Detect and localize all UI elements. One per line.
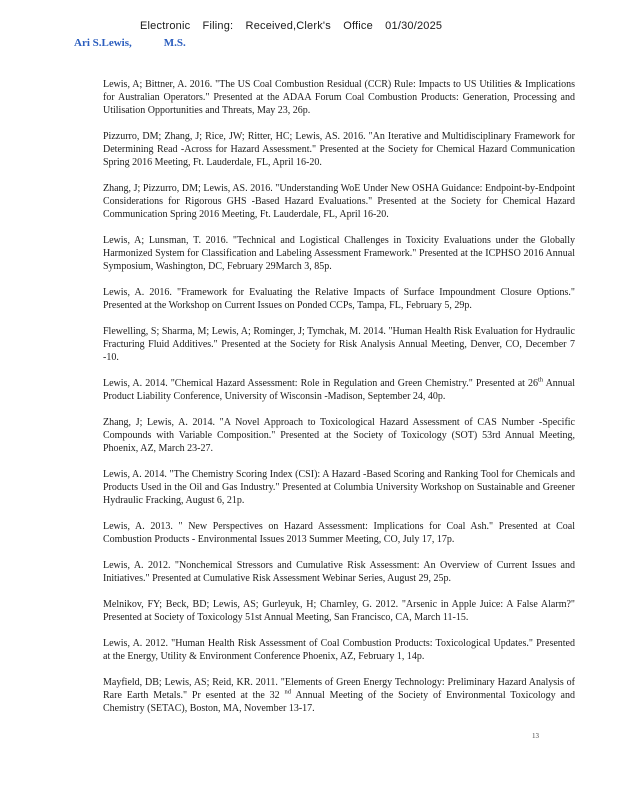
ordinal-superscript: th	[538, 376, 544, 384]
publication-entry	[103, 559, 575, 585]
publication-entry	[103, 130, 575, 169]
publication-text: Lewis, A; Lunsman, T. 2016. "Technical and Logistical Challenges in Toxicity Evaluations under the Globally Harmonized System for Classification and Labeling Assessment Framework." Presented at the ICPHSO 2016 Annual Symposium, Washington, DC, February 29March 3, 85p.	[103, 235, 575, 272]
filing-stamp: Electronic Filing: Received,Clerk's Office 01/30/2025	[140, 20, 443, 32]
publication-text: Zhang, J; Pizzurro, DM; Lewis, AS. 2016. "Understanding WoE Under New OSHA Guidance: Endpoint-by-Endpoint Considerations for Rigorous GHS -Based Hazard Evaluations." Presented at the Society for Chemical Hazard Communication Spring 2016 Meeting, Ft. Lauderdale, FL, April 16-20.	[103, 183, 575, 220]
publication-entry	[103, 182, 575, 221]
publication-text: Lewis, A. 2012. "Nonchemical Stressors and Cumulative Risk Assessment: An Overview of Current Issues and Initiatives." Presented at Cumulative Risk Assessment Webinar Series, August 29, 25p.	[103, 560, 575, 584]
publication-text: Lewis, A. 2016. "Framework for Evaluating the Relative Impacts of Surface Impoundment Closure Options." Presented at the Workshop on Current Issues on Ponded CCPs, Tampa, FL, February 5, 29p.	[103, 287, 575, 311]
author-credentials: M.S.	[163, 37, 186, 49]
publication-entry	[103, 468, 575, 507]
publications-list	[103, 78, 575, 728]
publication-entry	[103, 676, 575, 715]
publication-entry	[103, 234, 575, 273]
publication-text: Lewis, A. 2012. "Human Health Risk Assessment of Coal Combustion Products: Toxicological Updates." Presented at the Energy, Utility & Environment Conference Phoenix, AZ, February 1, 14p.	[103, 638, 575, 662]
publication-text: Annual Meeting of the Society of Environmental Toxicology and Chemistry (SETAC), Boston, MA, November 13-17.	[103, 690, 575, 714]
publication-entry	[103, 286, 575, 312]
page-number: 13	[532, 732, 539, 740]
author-line	[74, 37, 186, 49]
publication-text: Lewis, A. 2014. "The Chemistry Scoring Index (CSI): A Hazard -Based Scoring and Ranking Tool for Chemicals and Products Used in the Oil and Gas Industry." Presented at Columbia University Workshop on Sustainable and Greener Hydraulic Fracking, August 6, 21p.	[103, 469, 575, 506]
publication-text: Annual Product Liability Conference, University of Wisconsin -Madison, September 24, 40p.	[103, 378, 576, 402]
publication-entry	[103, 78, 575, 117]
publication-entry	[103, 377, 575, 403]
publication-text: Mayfield, DB; Lewis, AS; Reid, KR. 2011. "Elements of Green Energy Technology: Preliminary Hazard Analysis of Rare Earth Metals." Pr esented at the 32	[103, 677, 575, 701]
publication-text: Lewis, A. 2014. "Chemical Hazard Assessment: Role in Regulation and Green Chemistry." Presented at 26	[103, 378, 539, 389]
publication-entry	[103, 598, 575, 624]
ordinal-superscript: nd	[284, 688, 292, 696]
publication-entry	[103, 520, 575, 546]
publication-entry	[103, 637, 575, 663]
publication-text: Lewis, A; Bittner, A. 2016. "The US Coal Combustion Residual (CCR) Rule: Impacts to US Utilities & Implications for Australian Operators." Presented at the ADAA Forum Coal Combustion Products: Generation, Processing and Utilisation Opportunities and Threats, May 23, 26p.	[103, 79, 575, 116]
publication-text: Flewelling, S; Sharma, M; Lewis, A; Rominger, J; Tymchak, M. 2014. "Human Health Risk Evaluation for Hydraulic Fracturing Fluid Additives." Presented at the Society for Risk Analysis Annual Meeting, Denver, CO, December 7 -10.	[103, 326, 575, 363]
publication-text: Zhang, J; Lewis, A. 2014. "A Novel Approach to Toxicological Hazard Assessment of CAS Number -Specific Compounds with Variable Composition." Presented at the Society of Toxicology (SOT) 53rd Annual Meeting, Phoenix, AZ, March 23-27.	[103, 417, 575, 454]
publication-text: Lewis, A. 2013. " New Perspectives on Hazard Assessment: Implications for Coal Ash." Presented at Coal Combustion Products - Environmental Issues 2013 Summer Meeting, CO, July 17, 17p.	[103, 521, 575, 545]
publication-text: Melnikov, FY; Beck, BD; Lewis, AS; Gurleyuk, H; Charnley, G. 2012. "Arsenic in Apple Juice: A False Alarm?" Presented at Society of Toxicology 51st Annual Meeting, San Francisco, CA, March 11-15.	[103, 599, 575, 623]
publication-entry	[103, 416, 575, 455]
publication-entry	[103, 325, 575, 364]
author-name: Ari S.Lewis,	[74, 37, 132, 49]
publication-text: Pizzurro, DM; Zhang, J; Rice, JW; Ritter, HC; Lewis, AS. 2016. "An Iterative and Multidisciplinary Framework for Determining Read -Across for Hazard Assessment." Presented at the Society for Chemical Hazard Communication Spring 2016 Meeting, Ft. Lauderdale, FL, April 16-20.	[103, 131, 575, 168]
